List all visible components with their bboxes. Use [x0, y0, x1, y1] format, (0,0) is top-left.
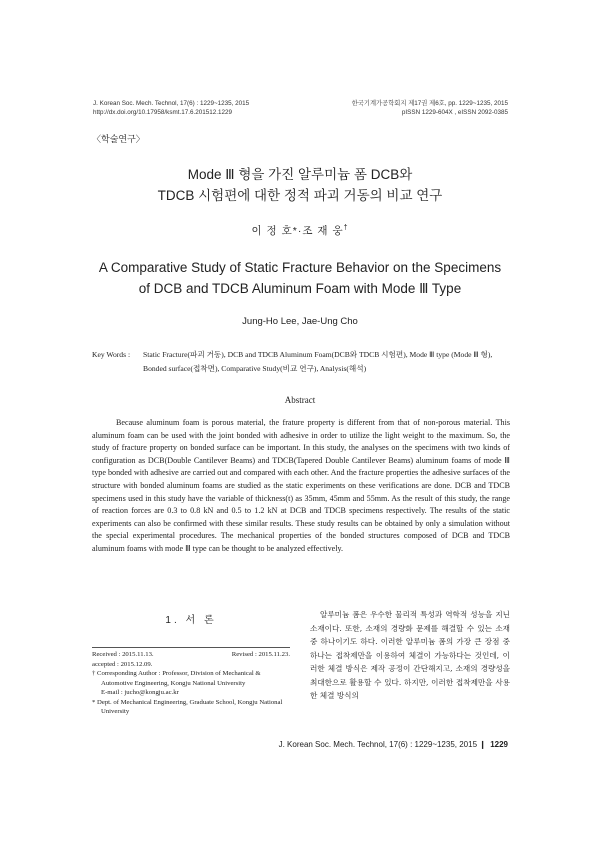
title-en-line2: of DCB and TDCB Aluminum Foam with Mode Ⅲ Type	[138, 280, 462, 296]
keywords-block	[92, 348, 510, 375]
journal-citation-kr: 한국기계가공학회지 제17권 제6호, pp. 1229~1235, 2015	[351, 100, 508, 107]
footnotes-block	[92, 647, 290, 717]
keywords-text: Static Fracture(파괴 거동), DCB and TDCB Aluminum Foam(DCB와 TDCB 시험편), Mode Ⅲ type (Mode Ⅲ 형), Bonded surface(접착면), Comparative Study(비교 연구), Analysis(해석)	[143, 350, 493, 373]
revised-date: Revised : 2015.11.23.	[231, 651, 290, 658]
footer-separator: ❙	[479, 740, 486, 749]
journal-header-right	[352, 99, 508, 117]
title-kr-line1: Mode Ⅲ 형을 가진 알루미늄 폼 DCB와	[187, 167, 413, 182]
section-tag: 〈학술연구〉	[92, 134, 145, 144]
footnote-rule	[92, 647, 290, 648]
section-heading-introduction: 1. 서 론	[165, 615, 217, 626]
footer-citation: J. Korean Soc. Mech. Technol, 17(6) : 1229~1235, 2015	[278, 740, 478, 749]
title-en-line1: A Comparative Study of Static Fracture Behavior on the Specimens	[98, 260, 502, 275]
abstract-heading: Abstract	[284, 395, 316, 405]
paper-title-english	[0, 258, 600, 299]
received-row	[92, 650, 290, 660]
keywords-label: Key Words :	[92, 350, 131, 359]
page-number: 1229	[490, 740, 508, 749]
title-kr-line2: TDCB 시험편에 대한 정적 파괴 거동의 비교 연구	[157, 188, 443, 203]
dept-note: * Dept. of Mechanical Engineering, Graduate School, Kongju National University	[92, 698, 283, 715]
received-date: Received : 2015.11.13.	[92, 651, 154, 658]
journal-header-left	[93, 99, 249, 117]
authors-english: Jung-Ho Lee, Jae-Ung Cho	[242, 316, 358, 327]
page-footer	[279, 740, 508, 749]
journal-citation: J. Korean Soc. Mech. Technol, 17(6) : 1229~1235, 2015	[93, 100, 250, 107]
doi-link[interactable]: http://dx.doi.org/10.17958/ksmt.17.6.201512.1229	[93, 109, 232, 116]
introduction-paragraph: 알루미늄 폼은 우수한 물리적 특성과 역학적 성능을 지닌 소재이다. 또한, 소재의 경량화 문제를 해결할 수 있는 소재 중 하나이기도 하다. 이러한 알루미늄 폼의 가장 큰 장점 중 하나는 접착제만을 이용하여 체결이 가능하다는 것인데, 이러한 체결 방식은 제작 공정이 간단해지고, 소재의 경량성을 최대한으로 활용할 수 있다. 하지만, 이러한 접착제만을 사용한 체결 방식의	[310, 610, 510, 700]
email-note[interactable]: E-mail : jucho@kongju.ac.kr	[101, 689, 179, 696]
abstract-text: Because aluminum foam is porous material, the frature property is different from that of non-porous material. This aluminum foam can be used with the joint bonded with adhesive in order to utilize the light weight to the maximum. So, the study of fracture property on bonded surface can be important. In this study, the analyses on the specimens with two kinds of configuration as DCB(Double Cantilever Beams) and TDCB(Tapered Double Cantilever Beams) aluminum foams of mode Ⅲ type bonded with adhesive are carried out and compared with each other. And the fracture properties the adhesive surfaces of the structure with bonded aluminum foams are studied as the static experiments on these verifications are done. DCB and TDCB specimens used in this study have the variable of thickness(t) as 35mm, 45mm and 55mm. As the result of this study, the range of reaction forces are 0.3 to 0.8 kN and 0.5 to 1.2 kN at DCB and TDCB specimens respectively. The results of the static experiments can also be confirmed with these similar results. These study results can be obtained by only a simulation without the special experimental procedures. The mechanical properties of the bonded structures composed of DCB and TDCB aluminum foams with mode Ⅲ type can be thought to be analyzed effectively.	[92, 418, 510, 553]
paper-title-korean	[0, 164, 600, 206]
authors-kr-names: 이 정 호*·조 재 웅	[251, 225, 344, 237]
accepted-date: accepted : 2015.12.09.	[92, 660, 153, 668]
issn-line: pISSN 1229-604X , eISSN 2092-0385	[401, 109, 508, 116]
corresponding-author-note: † Corresponding Author : Professor, Division of Mechanical & Automotive Engineering, Kongju National University	[92, 670, 261, 687]
authors-korean	[0, 223, 600, 238]
corresponding-mark: †	[343, 224, 349, 232]
